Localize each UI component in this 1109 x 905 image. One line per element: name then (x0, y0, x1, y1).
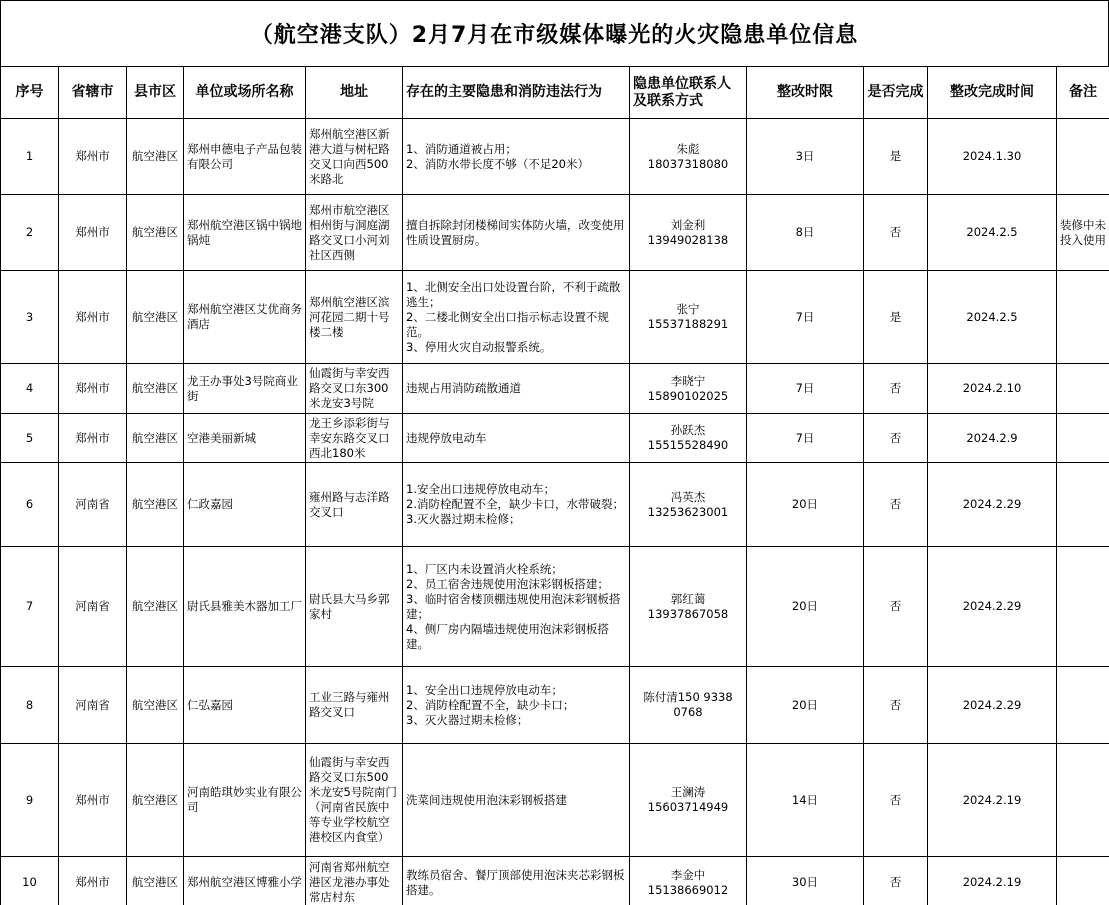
cell-name: 尉氏县雅美木器加工厂 (184, 547, 306, 667)
cell-note (1057, 119, 1109, 195)
cell-date: 2024.1.30 (928, 119, 1057, 195)
cell-no: 3 (1, 271, 59, 364)
cell-note (1057, 364, 1109, 414)
cell-date: 2024.2.5 (928, 195, 1057, 271)
cell-district: 航空港区 (127, 364, 184, 414)
cell-address: 河南省郑州航空港区龙港办事处常店村东 (306, 857, 403, 905)
cell-district: 航空港区 (127, 414, 184, 463)
col-header-note: 备注 (1057, 67, 1109, 119)
cell-issues: 1、消防通道被占用； 2、消防水带长度不够（不足20米） (403, 119, 630, 195)
cell-date: 2024.2.19 (928, 744, 1057, 857)
cell-no: 8 (1, 667, 59, 744)
cell-done: 否 (864, 744, 928, 857)
cell-name: 郑州航空港区博雅小学 (184, 857, 306, 905)
cell-contact: 刘金利 13949028138 (630, 195, 747, 271)
cell-contact: 孙跃杰 15515528490 (630, 414, 747, 463)
cell-note (1057, 547, 1109, 667)
page-title: （航空港支队）2月7月在市级媒体曝光的火灾隐患单位信息 (0, 0, 1109, 66)
cell-note: 装修中未投入使用 (1057, 195, 1109, 271)
cell-no: 2 (1, 195, 59, 271)
cell-city: 河南省 (59, 547, 127, 667)
cell-note (1057, 744, 1109, 857)
cell-district: 航空港区 (127, 271, 184, 364)
cell-date: 2024.2.9 (928, 414, 1057, 463)
cell-date: 2024.2.29 (928, 547, 1057, 667)
col-header-no: 序号 (1, 67, 59, 119)
cell-done: 否 (864, 857, 928, 905)
cell-city: 郑州市 (59, 119, 127, 195)
cell-name: 郑州航空港区锅中锅地锅炖 (184, 195, 306, 271)
cell-contact: 冯英杰 13253623001 (630, 463, 747, 547)
cell-no: 4 (1, 364, 59, 414)
cell-deadline: 8日 (747, 195, 864, 271)
cell-deadline: 20日 (747, 547, 864, 667)
cell-name: 仁政嘉园 (184, 463, 306, 547)
cell-contact: 王澜涛 15603714949 (630, 744, 747, 857)
cell-note (1057, 463, 1109, 547)
cell-issues: 违规停放电动车 (403, 414, 630, 463)
cell-city: 郑州市 (59, 744, 127, 857)
cell-done: 是 (864, 271, 928, 364)
table-header-row (1, 67, 1109, 119)
table-row (1, 414, 1109, 463)
cell-district: 航空港区 (127, 195, 184, 271)
table-row (1, 364, 1109, 414)
cell-address: 雍州路与志洋路交叉口 (306, 463, 403, 547)
table-row (1, 744, 1109, 857)
cell-done: 是 (864, 119, 928, 195)
cell-note (1057, 857, 1109, 905)
cell-deadline: 20日 (747, 463, 864, 547)
col-header-address: 地址 (306, 67, 403, 119)
cell-name: 河南皓琪妙实业有限公司 (184, 744, 306, 857)
cell-city: 郑州市 (59, 195, 127, 271)
cell-deadline: 7日 (747, 364, 864, 414)
cell-deadline: 7日 (747, 414, 864, 463)
cell-address: 仙霞街与幸安西路交叉口东500米龙安5号院南门（河南省民族中等专业学校航空港校区内食堂） (306, 744, 403, 857)
cell-issues: 1、厂区内未设置消火栓系统； 2、员工宿舍违规使用泡沫彩钢板搭建； 3、临时宿舍楼顶棚违规使用泡沫彩钢板搭建； 4、侧厂房内隔墙违规使用泡沫彩钢板搭建。 (403, 547, 630, 667)
cell-note (1057, 414, 1109, 463)
col-header-done: 是否完成 (864, 67, 928, 119)
col-header-deadline: 整改时限 (747, 67, 864, 119)
cell-done: 否 (864, 195, 928, 271)
cell-no: 1 (1, 119, 59, 195)
cell-date: 2024.2.29 (928, 463, 1057, 547)
table-row (1, 119, 1109, 195)
cell-district: 航空港区 (127, 744, 184, 857)
cell-name: 龙王办事处3号院商业街 (184, 364, 306, 414)
cell-done: 否 (864, 414, 928, 463)
cell-address: 尉氏县大马乡郭家村 (306, 547, 403, 667)
cell-done: 否 (864, 463, 928, 547)
cell-city: 河南省 (59, 463, 127, 547)
hazard-table (0, 66, 1109, 905)
cell-city: 郑州市 (59, 364, 127, 414)
cell-issues: 违规占用消防疏散通道 (403, 364, 630, 414)
table-row (1, 463, 1109, 547)
cell-deadline: 30日 (747, 857, 864, 905)
cell-deadline: 3日 (747, 119, 864, 195)
cell-no: 6 (1, 463, 59, 547)
table-row (1, 547, 1109, 667)
cell-city: 河南省 (59, 667, 127, 744)
cell-no: 7 (1, 547, 59, 667)
table-row (1, 857, 1109, 905)
cell-address: 郑州航空港区滨河花园二期十号楼二楼 (306, 271, 403, 364)
cell-no: 9 (1, 744, 59, 857)
cell-city: 郑州市 (59, 414, 127, 463)
cell-note (1057, 667, 1109, 744)
cell-contact: 朱彪 18037318080 (630, 119, 747, 195)
cell-district: 航空港区 (127, 463, 184, 547)
cell-name: 郑州申德电子产品包装有限公司 (184, 119, 306, 195)
cell-contact: 郭红蔼 13937867058 (630, 547, 747, 667)
cell-address: 郑州航空港区新港大道与树杞路交叉口向西500米路北 (306, 119, 403, 195)
table-row (1, 271, 1109, 364)
cell-address: 郑州市航空港区相州街与洞庭湖路交叉口小河刘社区西侧 (306, 195, 403, 271)
cell-date: 2024.2.5 (928, 271, 1057, 364)
cell-date: 2024.2.29 (928, 667, 1057, 744)
cell-address: 龙王乡添彩街与幸安东路交叉口西北180米 (306, 414, 403, 463)
cell-note (1057, 271, 1109, 364)
cell-deadline: 20日 (747, 667, 864, 744)
cell-issues: 洗菜间违规使用泡沫彩钢板搭建 (403, 744, 630, 857)
cell-done: 否 (864, 547, 928, 667)
cell-district: 航空港区 (127, 667, 184, 744)
col-header-city: 省辖市 (59, 67, 127, 119)
cell-contact: 张宁 15537188291 (630, 271, 747, 364)
cell-no: 10 (1, 857, 59, 905)
cell-city: 郑州市 (59, 271, 127, 364)
cell-issues: 擅自拆除封闭楼梯间实体防火墙，改变使用性质设置厨房。 (403, 195, 630, 271)
cell-no: 5 (1, 414, 59, 463)
cell-contact: 陈付清150 9338 0768 (630, 667, 747, 744)
cell-city: 郑州市 (59, 857, 127, 905)
cell-name: 郑州航空港区艾优商务酒店 (184, 271, 306, 364)
cell-issues: 1.安全出口违规停放电动车； 2.消防栓配置不全，缺少卡口，水带破裂； 3.灭火器过期未检修； (403, 463, 630, 547)
cell-address: 仙霞街与幸安西路交叉口东300米龙安3号院 (306, 364, 403, 414)
cell-issues: 1、安全出口违规停放电动车； 2、消防栓配置不全，缺少卡口； 3、灭火器过期未检修； (403, 667, 630, 744)
table-row (1, 195, 1109, 271)
table-row (1, 667, 1109, 744)
col-header-contact: 隐患单位联系人及联系方式 (630, 67, 747, 119)
cell-name: 仁弘嘉园 (184, 667, 306, 744)
col-header-name: 单位或场所名称 (184, 67, 306, 119)
cell-issues: 1、北侧安全出口处设置台阶，不利于疏散逃生； 2、二楼北侧安全出口指示标志设置不规范。 3、停用火灾自动报警系统。 (403, 271, 630, 364)
cell-done: 否 (864, 667, 928, 744)
cell-date: 2024.2.19 (928, 857, 1057, 905)
col-header-issues: 存在的主要隐患和消防违法行为 (403, 67, 630, 119)
cell-contact: 李晓宁 15890102025 (630, 364, 747, 414)
cell-issues: 教练员宿舍、餐厅顶部使用泡沫夹芯彩钢板搭建。 (403, 857, 630, 905)
cell-district: 航空港区 (127, 119, 184, 195)
col-header-district: 县市区 (127, 67, 184, 119)
cell-name: 空港美丽新城 (184, 414, 306, 463)
cell-address: 工业三路与雍州路交叉口 (306, 667, 403, 744)
cell-deadline: 14日 (747, 744, 864, 857)
cell-contact: 李金中 15138669012 (630, 857, 747, 905)
col-header-date: 整改完成时间 (928, 67, 1057, 119)
cell-district: 航空港区 (127, 857, 184, 905)
cell-done: 否 (864, 364, 928, 414)
cell-deadline: 7日 (747, 271, 864, 364)
cell-district: 航空港区 (127, 547, 184, 667)
cell-date: 2024.2.10 (928, 364, 1057, 414)
